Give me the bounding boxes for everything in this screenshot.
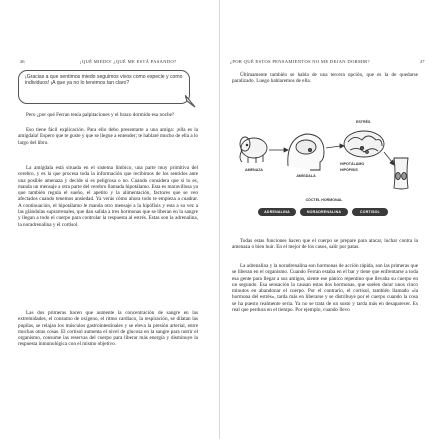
paragraph: Todas estas funciones hacen que el cuerpo se prepare para atacar, luchar contra la amenaza o bien huir. En el mejor de los casos, salir por patas. xyxy=(232,238,418,251)
paragraph: La adrenalina y la noradrenalina son hormonas de acción rápida, son las primeras que se liberan en el organismo. Cuando Ferran estaba en el bar y tiene que enfrentarse a toda esa gente para llegar a sus amigos, siente ese pánico repentino que llevaba su cuerpo en un segundo. Esa sensación la causan estas dos hormonas, que suelen durar unos cinco minutos en abandonar el cuerpo. Por el contrario, el cortisol, también llamado «la hormona del estrés», tarda más en liberarse y se distribuye por el cuerpo cuando la cosa se ha puesto realmente seria. Ya no se trata de un susto y tarda más en desaparecer. Es real que perdura en el tiempo. Por ejemplo, cuando llevo xyxy=(232,263,418,314)
speech-bubble-text: ¡Gracias a que sentimos miedo seguimos vivos como especie y como individuos! ¡A que ya no lo tenemos tan claro? xyxy=(25,74,183,87)
hormone-badge: ADRENALINA xyxy=(258,208,296,216)
page-number: 27 xyxy=(420,59,425,64)
diagram-label: HIPÓFISIS xyxy=(340,168,358,172)
diagram-label: HIPOTÁLAMO xyxy=(340,162,365,166)
paragraph: Últimamente también se habla de una tercera opción, que es la de quedarse paralizado. Luego hablaremos de ella. xyxy=(232,72,418,85)
hormone-badge: CORTISOL xyxy=(352,208,388,216)
paragraph: Las dos primeras hacen que aumente la concentración de sangre en las extremidades, el consumo de oxígeno, el ritmo cardíaco, la respiración, se dilatan las pupilas, se relajan los músculos gastrointestinales y se eleva la presión arterial, entre muchas otras cosas. El cortisol aumenta el nivel de glucosa en la sangre para nutrir el organismo, consume las reservas del cuerpo para liberar más energía y disminuye la respuesta inmunológica con el mismo objetivo. xyxy=(18,310,198,348)
hormones-title: CÓCTEL HORMONAL xyxy=(305,198,343,202)
diagram-label: AMENAZA xyxy=(245,168,263,172)
hormone-badge: NORADRENALINA xyxy=(300,208,348,216)
speech-bubble-tail-icon xyxy=(185,95,201,111)
stress-response-diagram xyxy=(236,118,412,228)
diagram-label: ESTRÉS xyxy=(356,120,371,124)
paragraph: Pero ¿por qué Ferran tenía palpitaciones y el brazo dormido esa noche? xyxy=(26,112,175,118)
elephant-icon xyxy=(240,137,267,163)
left-page xyxy=(0,0,219,439)
paragraph: Eso tiene fácil explicación. Para ello debo presentarte a una amiga: ¡ella es la amígdala! Espero que te guste y que se llegue a entender; te hablaré mucho de ella a lo largo del libro. xyxy=(18,127,198,146)
brain-icon xyxy=(344,131,384,157)
diagram-label: AMÍGDALA xyxy=(296,174,316,178)
paragraph: La amígdala está situada en el sistema límbico, una parte muy primitiva del cerebro, y es la que procesa toda la información que recibimos de los sentidos ante una posible amenaza y decide si es peligrosa o no. Cuando considera que sí lo es, manda un mensaje a otra parte del cerebro llamada hipotálamo. Esta es maravillosa ya que también regula el sueño, el apetito y la alimentación, factores que se ven afectados cuando tenemos ansiedad. Ya verás cómo ahora todo te empieza a cuadrar. A continuación, el hipotálamo le manda otro mensaje a la hipófisis y esta a su vez a las glándulas suprarrenales, que dan salida a tres hormonas que se liberan en la sangre y llegan a todo el cuerpo para controlar la respuesta al estrés. Estas son la adrenalina, la noradrenalina y el cortisol. xyxy=(18,165,198,228)
speech-bubble xyxy=(18,70,190,104)
running-head: ¡QUÉ MIEDO! ¿QUÉ ME ESTÁ PASANDO? xyxy=(80,59,177,64)
page-number: 26 xyxy=(20,59,25,64)
body-kidneys-icon xyxy=(394,158,408,189)
running-head: ¿POR QUÉ ESTOS PENSAMIENTOS NO ME DEJAN DORMIR? xyxy=(230,59,370,64)
head-brain-icon xyxy=(288,134,324,170)
